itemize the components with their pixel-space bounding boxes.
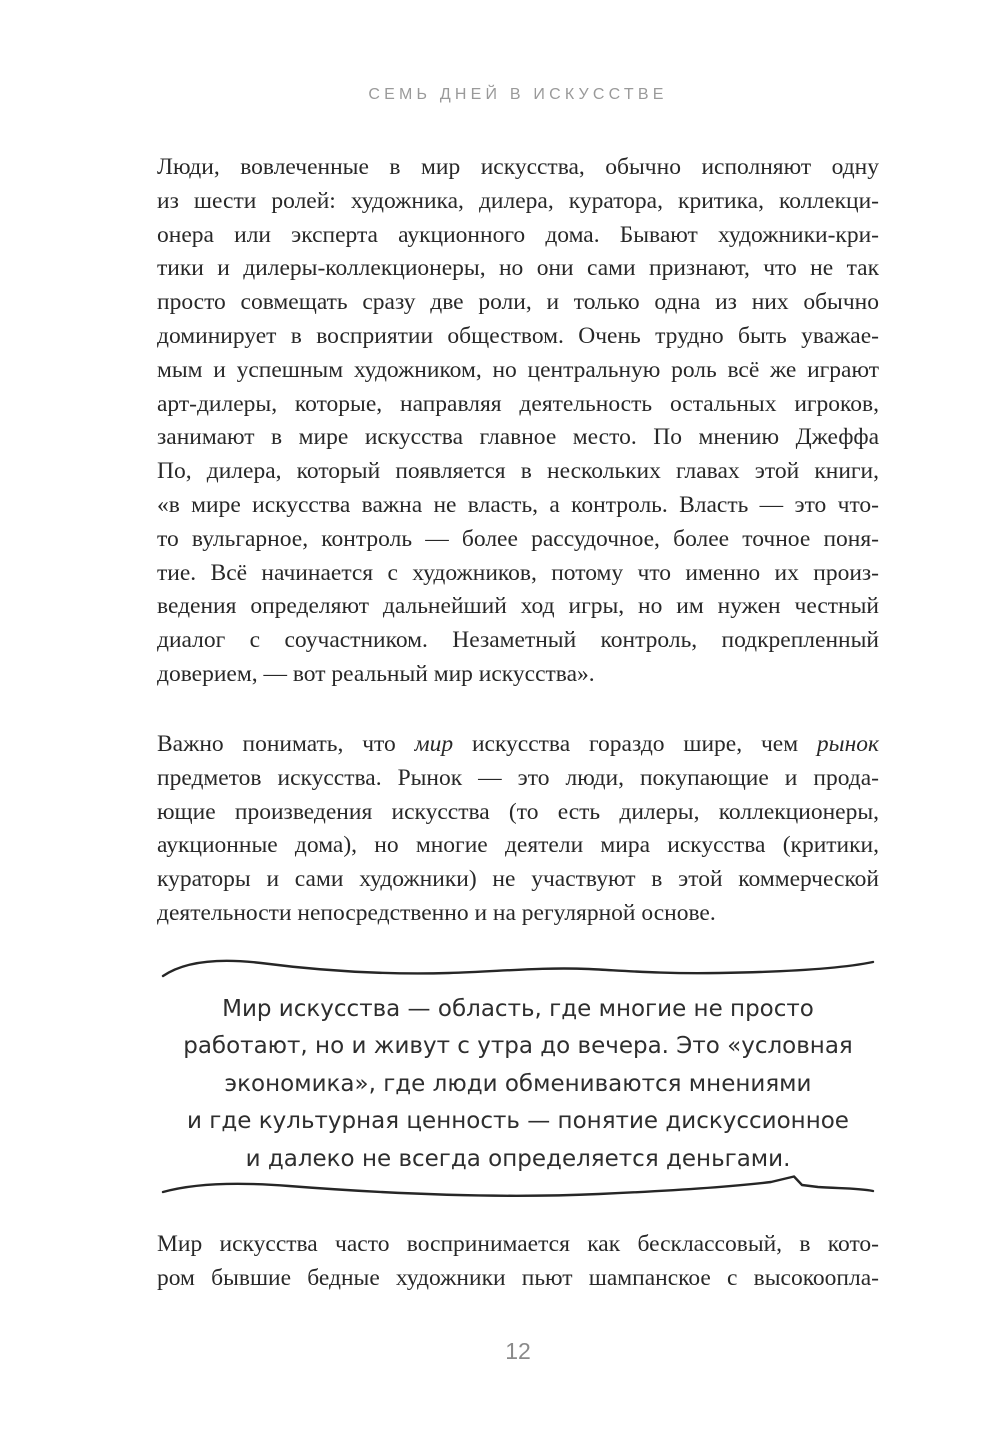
text-segment: ющие произведения искусства (то есть дилеры, коллекционеры, — [157, 798, 879, 825]
text-segment: кураторы и сами художники) не участвуют в этой коммерческой — [157, 866, 879, 893]
text-segment: онера или эксперта аукционного дома. Бывают художники-кри- — [157, 221, 879, 248]
text-line — [157, 320, 879, 354]
text-line — [157, 151, 879, 185]
text-segment: предметов искусства. Рынок — это люди, покупающие и прода- — [157, 764, 879, 791]
pull-quote — [157, 991, 879, 1178]
text-line — [157, 421, 879, 455]
text-line — [157, 796, 879, 830]
text-segment: ведения определяют дальнейший ход игры, но им нужен честный — [157, 593, 879, 620]
text-segment: Мир искусства часто воспринимается как бесклассовый, в кото- — [157, 1231, 879, 1257]
text-segment: аукционные дома), но многие деятели мира искусства (критики, — [157, 832, 879, 859]
text-line — [157, 219, 879, 253]
paragraph-3 — [157, 1228, 879, 1296]
text-line — [157, 590, 879, 624]
text-line — [157, 252, 879, 286]
text-segment: искусства гораздо шире, чем — [453, 731, 817, 757]
text-segment: «в мире искусства важна не власть, а контроль. Власть — это что- — [157, 491, 879, 518]
running-header: СЕМЬ ДНЕЙ В ИСКУССТВЕ — [368, 86, 668, 103]
text-line — [157, 455, 879, 489]
text-segment: и где культурная ценность — понятие дискуссионное — [187, 1108, 849, 1135]
italic-text-segment: рынок — [816, 731, 879, 757]
text-line — [157, 388, 879, 422]
text-line — [157, 1262, 879, 1296]
paragraph-1 — [157, 151, 879, 692]
text-line — [157, 624, 879, 658]
hand-drawn-divider-bottom-icon — [157, 1172, 879, 1204]
text-line — [157, 991, 879, 1028]
text-segment: Важно понимать, что — [157, 731, 415, 757]
text-segment: Люди, вовлеченные в мир искусства, обычно исполняют одну — [157, 154, 879, 180]
page-number: 12 — [505, 1338, 531, 1364]
text-segment: Мир искусства — область, где многие не просто — [222, 996, 814, 1022]
text-line — [157, 489, 879, 523]
text-line — [157, 1066, 879, 1103]
text-line — [157, 829, 879, 863]
text-segment: просто совмещать сразу две роли, и только одна из них обычно — [157, 289, 879, 316]
text-segment: то вульгарное, контроль — более рассудочное, более точное поня- — [157, 525, 879, 552]
text-line — [157, 557, 879, 591]
text-segment: По, дилера, который появляется в нескольких главах этой книги, — [157, 458, 879, 485]
text-line — [157, 523, 879, 557]
paragraph-2 — [157, 728, 879, 931]
text-segment: и далеко не всегда определяется деньгами. — [245, 1145, 791, 1172]
text-segment: мым и успешным художником, но центральную роль всё же играют — [157, 356, 879, 383]
text-line — [157, 185, 879, 219]
hand-drawn-divider-top-icon — [157, 950, 879, 982]
text-segment: экономика», где люди обмениваются мнениями — [224, 1070, 812, 1097]
text-segment: тики и дилеры-коллекционеры, но они сами признают, что не так — [157, 255, 879, 282]
italic-text-segment: мир — [414, 731, 454, 757]
text-line — [157, 354, 879, 388]
text-line — [157, 658, 879, 692]
text-segment: из шести ролей: художника, дилера, куратора, критика, коллекци- — [157, 187, 879, 214]
text-segment: арт-дилеры, которые, направляя деятельность остальных игроков, — [157, 390, 879, 417]
text-line — [157, 863, 879, 897]
text-segment: ром бывшие бедные художники пьют шампанское с высокоопла- — [157, 1264, 879, 1291]
text-line — [157, 1028, 879, 1065]
text-segment: деятельности непосредственно и на регулярной основе. — [157, 899, 716, 926]
text-segment: тие. Всё начинается с художников, потому что именно их произ- — [157, 559, 879, 586]
text-segment: занимают в мире искусства главное место. По мнению Джеффа — [157, 424, 879, 451]
text-line — [157, 728, 879, 762]
text-line — [157, 897, 879, 931]
text-segment: работают, но и живут с утра до вечера. Это «условная — [183, 1033, 853, 1060]
text-segment: доверием, — вот реальный мир искусства». — [157, 660, 595, 687]
text-line — [157, 762, 879, 796]
text-line — [157, 1228, 879, 1262]
text-segment: доминирует в восприятии обществом. Очень трудно быть уважае- — [157, 322, 879, 349]
text-segment: диалог с соучастником. Незаметный контроль, подкрепленный — [157, 627, 879, 654]
text-line — [157, 286, 879, 320]
text-line — [157, 1103, 879, 1140]
